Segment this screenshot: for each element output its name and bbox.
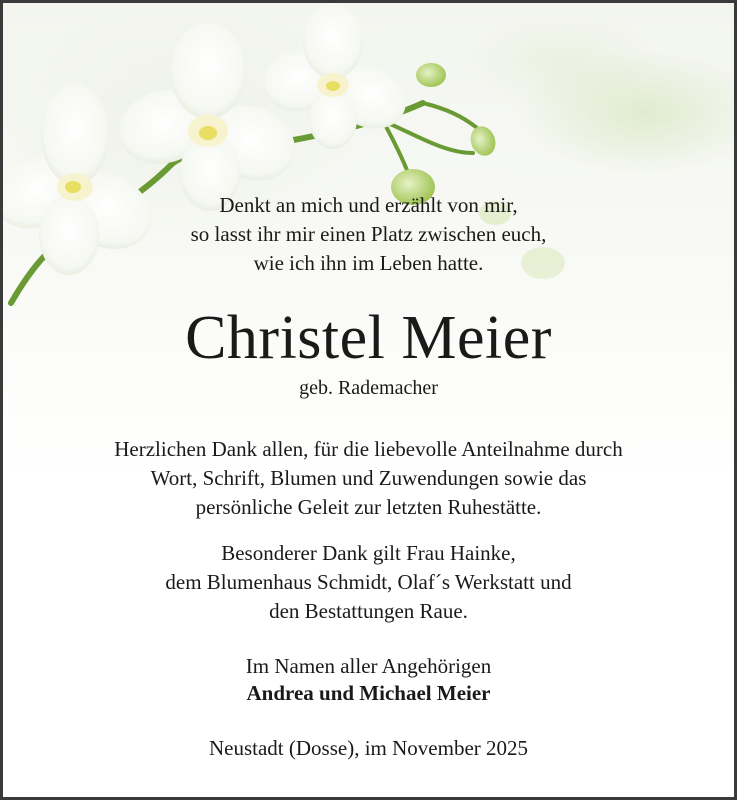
special-thanks-line: Besonderer Dank gilt Frau Hainke,	[221, 541, 516, 565]
special-thanks-line: den Bestattungen Raue.	[269, 599, 468, 623]
special-thanks-paragraph	[3, 539, 734, 626]
family-intro: Im Namen aller Angehörigen	[245, 654, 492, 678]
birth-name: geb. Rademacher	[299, 377, 438, 399]
place-date: Neustadt (Dosse), im November 2025	[208, 736, 529, 760]
deceased-name: Christel Meier	[185, 304, 552, 372]
memorial-verse	[3, 191, 734, 278]
verse-line: wie ich ihn im Leben hatte.	[253, 251, 484, 275]
thanks-line: persönliche Geleit zur letzten Ruhestätte.	[195, 495, 542, 519]
thanks-line: Herzlichen Dank allen, für die liebevolle Anteilnahme durch	[114, 437, 623, 461]
special-thanks-line: dem Blumenhaus Schmidt, Olaf´s Werkstatt und	[165, 570, 572, 594]
verse-line: Denkt an mich und erzählt von mir,	[219, 193, 518, 217]
family-names: Andrea und Michael Meier	[246, 681, 491, 705]
thanks-line: Wort, Schrift, Blumen und Zuwendungen sowie das	[150, 466, 587, 490]
thanks-paragraph	[3, 435, 734, 522]
verse-line: so lasst ihr mir einen Platz zwischen euch,	[190, 222, 547, 246]
